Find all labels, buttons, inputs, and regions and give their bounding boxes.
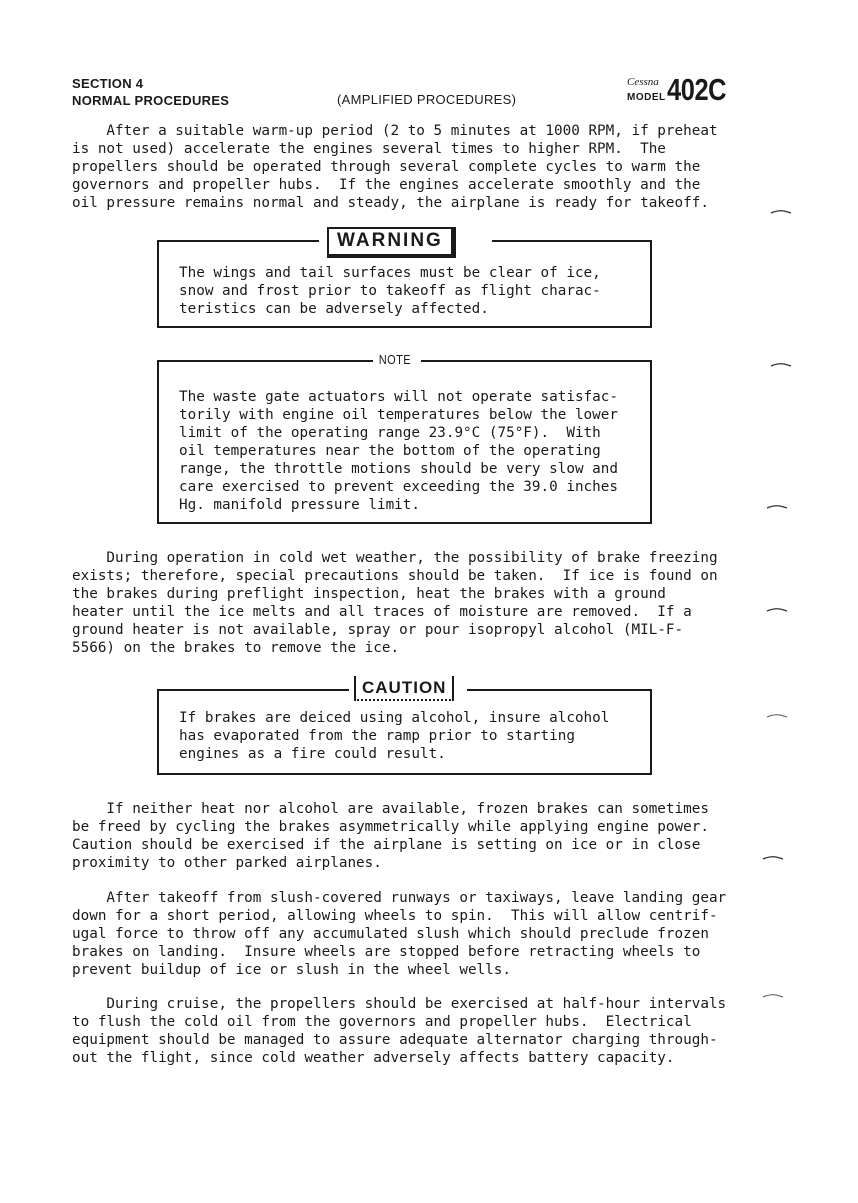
paragraph-brake-freezing: During operation in cold wet weather, the possibility of brake freezing exists; therefore, special precautions should be taken. If ice is found on the brakes during preflight inspection, heat the brakes with a ground heater until the ice melts and all traces of moisture are removed. If a ground heater is not available, spray or pour isopropyl alcohol (MIL-F- 5566) on the brakes to remove the ice. [72, 550, 718, 656]
note-text: The waste gate actuators will not operate satisfac- torily with engine oil temperatures below the lower limit of the operating range 23.9°C (75°F). With oil temperatures near the bottom of the operating range, the throttle motions should be very slow and care exercised to prevent exceeding the 39.0 inches Hg. manifold pressure limit. [179, 389, 618, 513]
caution-text: If brakes are deiced using alcohol, insure alcohol has evaporated from the ramp prior to starting engines as a fire could result. [179, 710, 610, 762]
revision-mark [766, 504, 788, 510]
revision-mark [766, 607, 788, 613]
revision-mark [770, 209, 792, 215]
section-title: NORMAL PROCEDURES [72, 93, 230, 108]
note-label: NOTE [378, 352, 412, 367]
revision-mark [766, 713, 788, 719]
paragraph-slush-takeoff: After takeoff from slush-covered runways or taxiways, leave landing gear down for a short period, allowing wheels to spin. This will allow centrif- ugal force to throw off any accumulated slush which should preclude frozen brakes on landing. Insure wheels are stopped before retracting wheels to prevent buildup of ice or slush in the wheel wells. [72, 890, 727, 978]
revision-mark [762, 993, 784, 999]
caution-label: CAUTION [354, 676, 454, 701]
brand-model-block [625, 72, 745, 107]
box-border-right-segment [467, 689, 650, 691]
warning-box [157, 230, 652, 328]
box-border-left-segment [159, 240, 319, 242]
section-number: SECTION 4 [72, 76, 144, 91]
brand-logo: Cessna [627, 76, 659, 88]
paragraph-cycling-brakes: If neither heat nor alcohol are available, frozen brakes can sometimes be freed by cycling the brakes asymmetrically while applying engine power. Caution should be exercised if the airplane is setting on ice or in close proximity to other parked airplanes. [72, 801, 709, 871]
model-label: MODEL [627, 92, 666, 103]
caution-box [157, 678, 652, 775]
model-number: 402C [667, 72, 727, 107]
paragraph-warmup: After a suitable warm-up period (2 to 5 minutes at 1000 RPM, if preheat is not used) accelerate the engines several times to higher RPM. The propellers should be operated through several complete cycles to warm the governors and propeller hubs. If the engines accelerate smoothly and the oil pressure remains normal and steady, the airplane is ready for takeoff. [72, 123, 718, 211]
page-subtitle: (AMPLIFIED PROCEDURES) [337, 92, 517, 107]
warning-label: WARNING [327, 227, 456, 258]
box-border-right-segment [421, 360, 650, 362]
box-border-left-segment [159, 689, 349, 691]
box-border-right-segment [492, 240, 650, 242]
note-box [157, 352, 652, 524]
revision-mark [762, 855, 784, 861]
section-heading [72, 75, 229, 109]
box-border-left-segment [159, 360, 373, 362]
paragraph-cruise: During cruise, the propellers should be exercised at half-hour intervals to flush the cold oil from the governors and propeller hubs. Electrical equipment should be managed to assure adequate alternator charging through- out the flight, since cold weather adversely affects battery capacity. [72, 996, 727, 1066]
warning-text: The wings and tail surfaces must be clear of ice, snow and frost prior to takeoff as flight charac- teristics can be adversely affected. [179, 265, 601, 317]
revision-mark [770, 362, 792, 368]
